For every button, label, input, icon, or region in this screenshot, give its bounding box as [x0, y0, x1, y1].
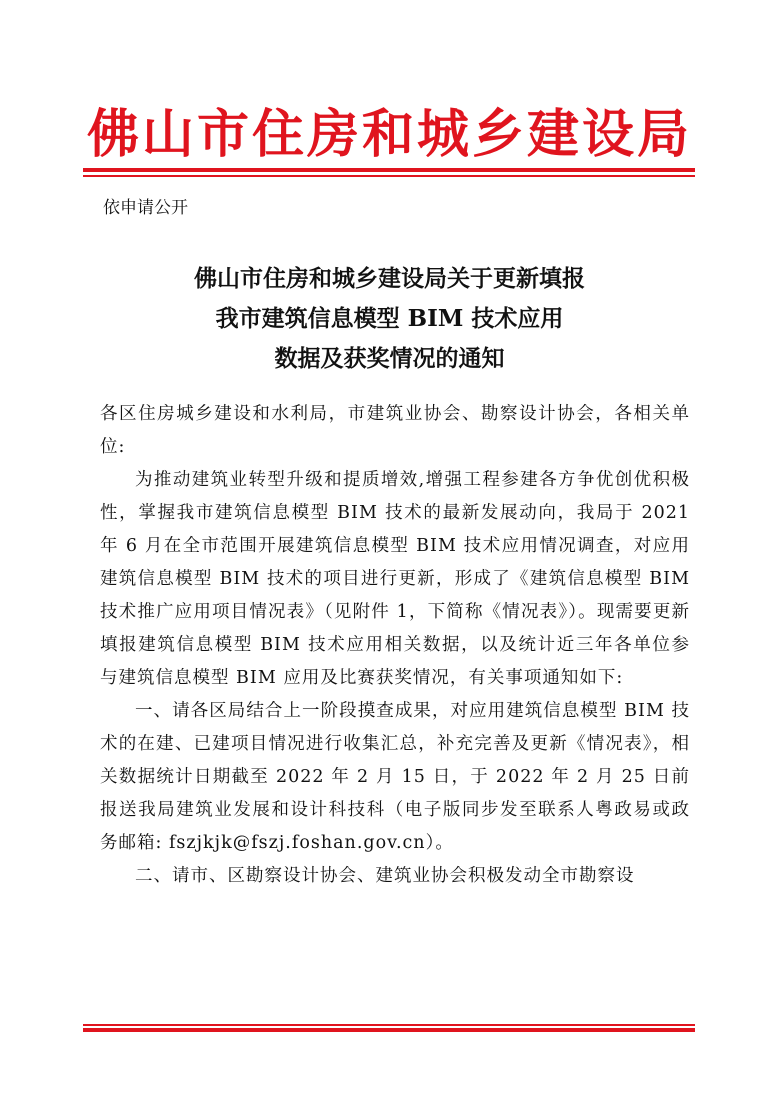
disclosure-label: 依申请公开: [103, 198, 188, 218]
body-paragraph-1: 为推动建筑业转型升级和提质增效,增强工程参建各方争优创优积极性，掌握我市建筑信息模型 BIM 技术的最新发展动向，我局于 2021 年 6 月在全市范围开展建筑信息模型 BIM 技术应用情况调查，对应用建筑信息模型 BIM 技术的项目进行更新，形成了《建筑信息模型 BIM 技术推广应用项目情况表》（见附件 1，下简称《情况表》）。现需要更新填报建筑信息模型 BIM 技术应用相关数据，以及统计近三年各单位参与建筑信息模型 BIM 应用及比赛获奖情况，有关事项通知如下:: [100, 470, 690, 688]
header-rule-thin: [83, 175, 695, 177]
agency-masthead: 佛山市住房和城乡建设局: [86, 104, 692, 165]
document-title: [0, 259, 779, 379]
body-paragraph-3: 二、请市、区勘察设计协会、建筑业协会积极发动全市勘察设: [135, 866, 635, 886]
body-paragraph-2: 一、请各区局结合上一阶段摸查成果，对应用建筑信息模型 BIM 技术的在建、已建项目情况进行收集汇总，补充完善及更新《情况表》，相关数据统计日期截至 2022 年 2 月 15 日，于 2022 年 2 月 25 日前报送我局建筑业发展和设计科技科（电子版同步发至联系人粤政易或政务邮箱: fszjkjk@fszj.foshan.gov.cn）。: [100, 701, 690, 853]
document-body: [100, 398, 690, 893]
title-line-1: 佛山市住房和城乡建设局关于更新填报: [194, 265, 585, 292]
footer-rule-thick: [83, 1028, 695, 1032]
title-line-2: 我市建筑信息模型 BIM 技术应用: [215, 305, 564, 332]
salutation: 各区住房城乡建设和水利局，市建筑业协会、勘察设计协会，各相关单位:: [100, 404, 690, 457]
title-line-3: 数据及获奖情况的通知: [274, 345, 505, 372]
footer-rule-thin: [83, 1024, 695, 1026]
header-rule-thick: [83, 168, 695, 172]
